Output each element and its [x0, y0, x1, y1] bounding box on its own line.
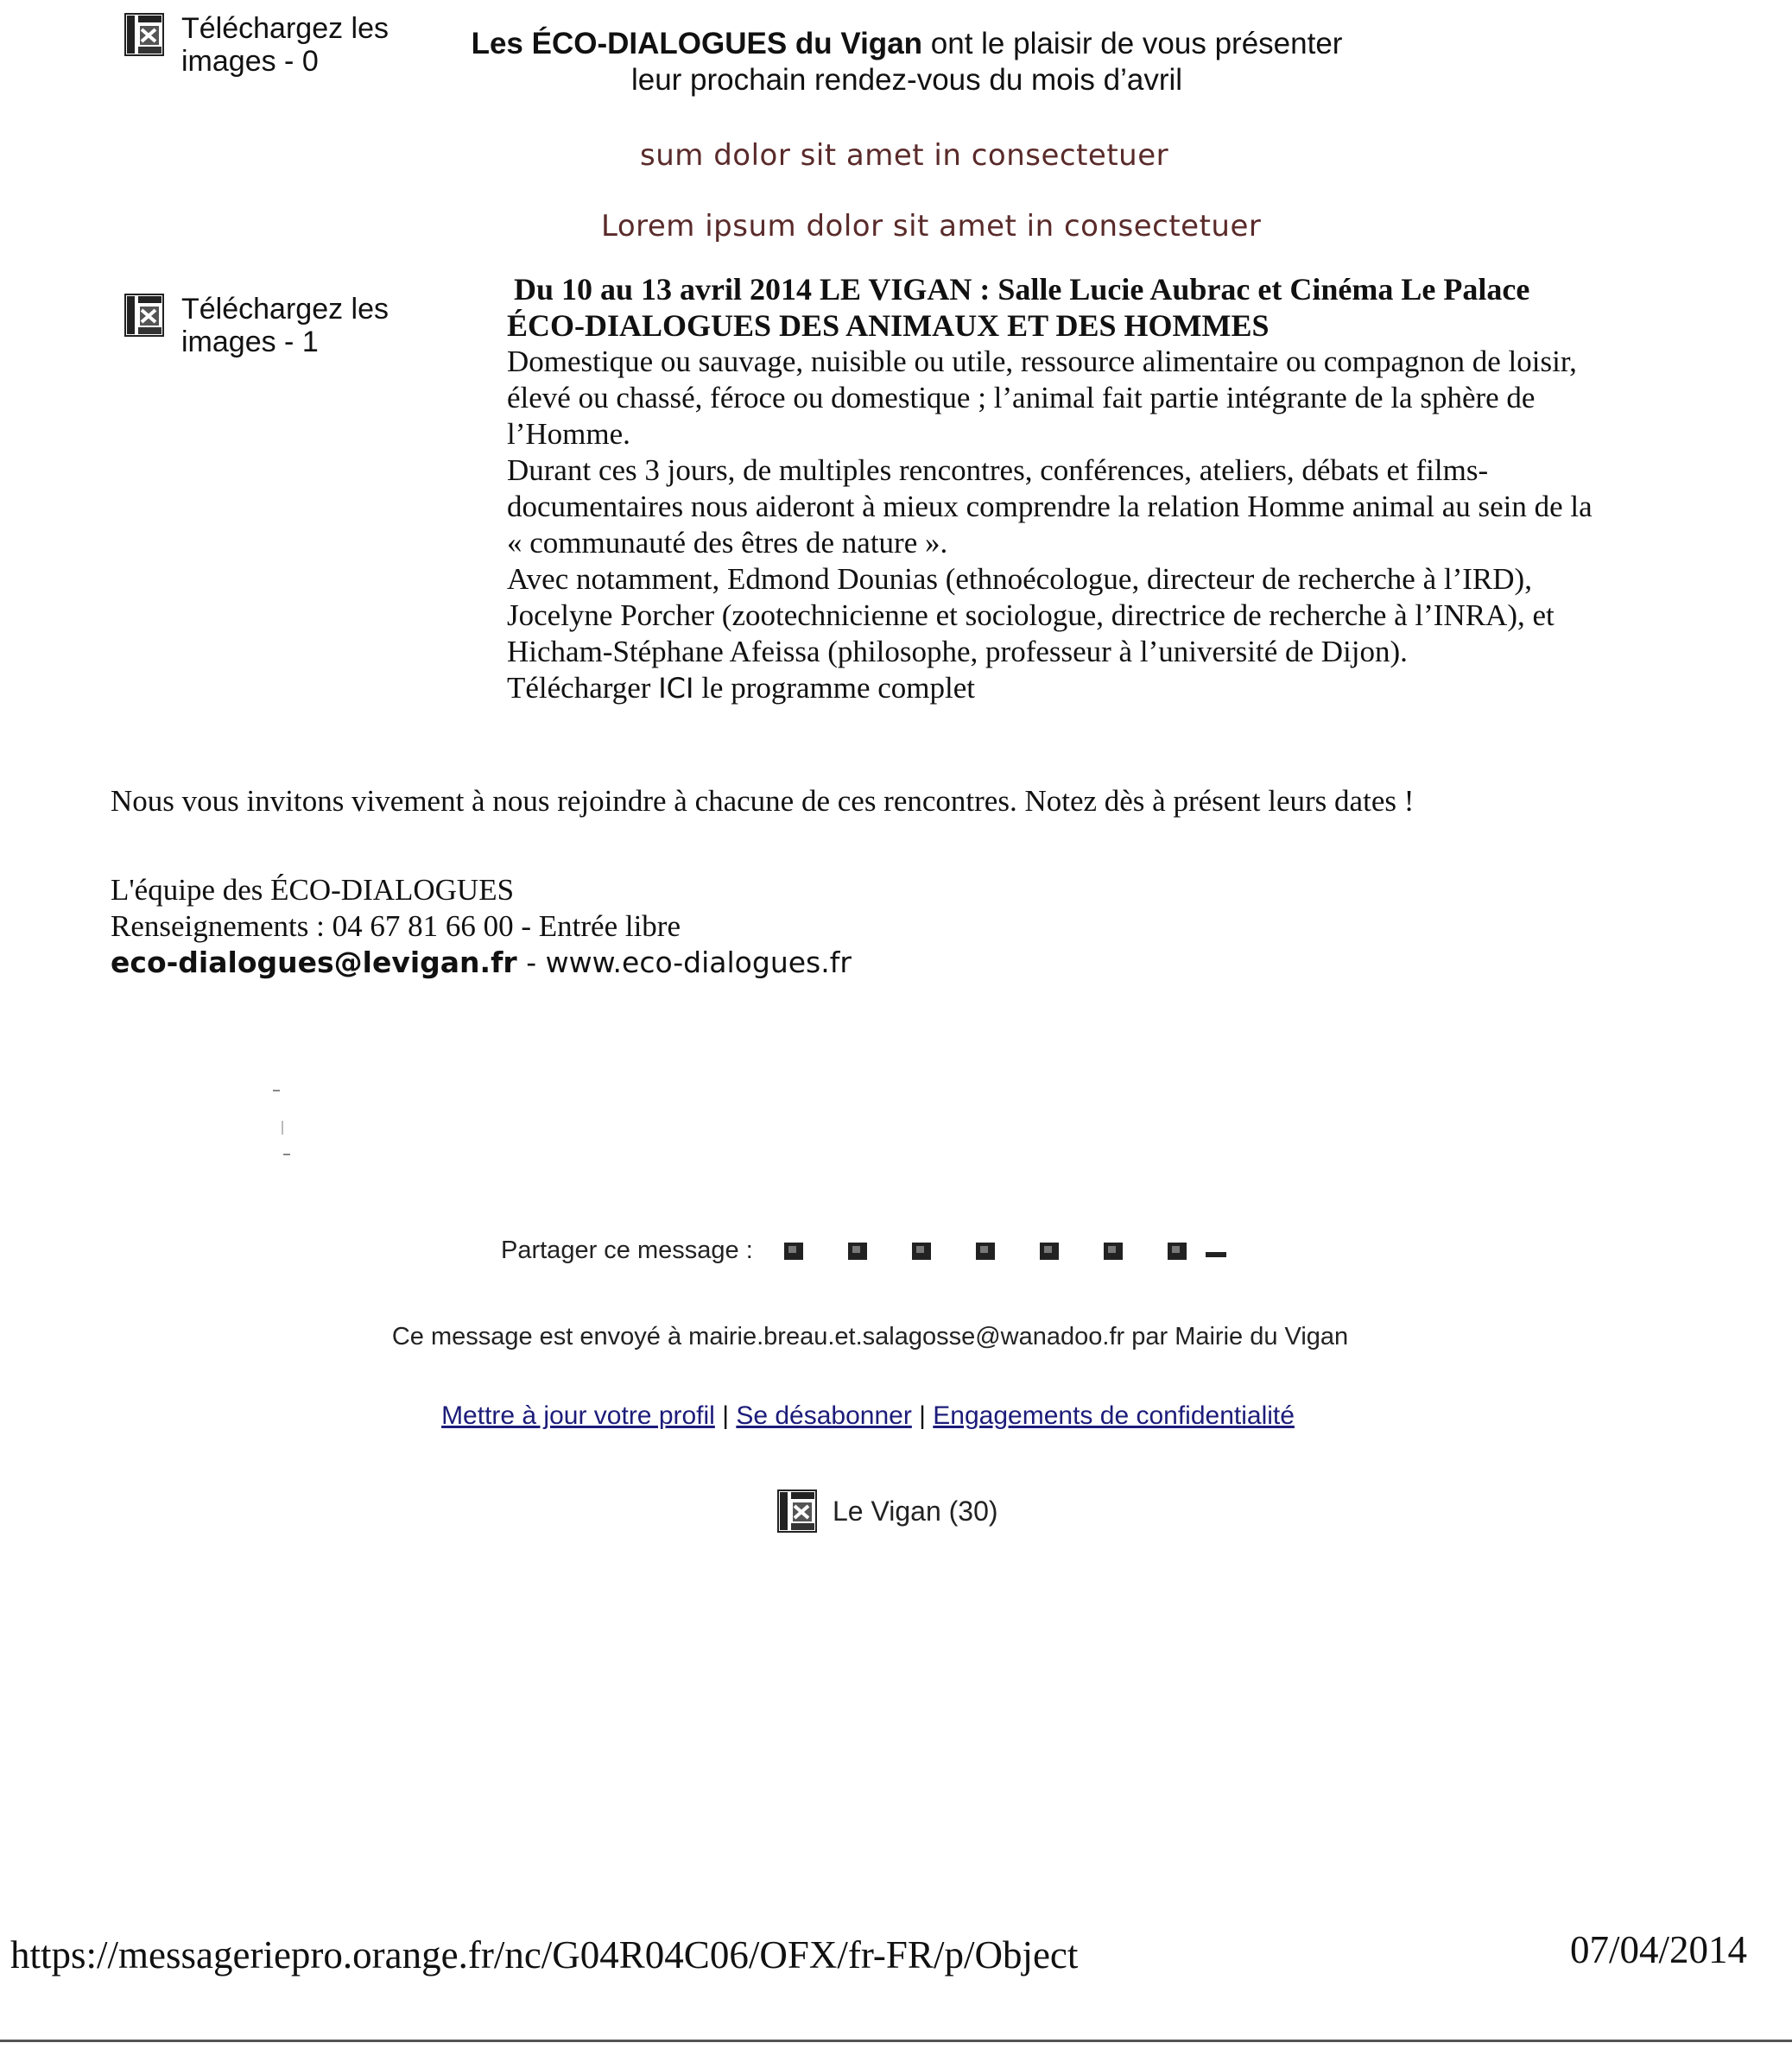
lorem-line-2: Lorem ipsum dolor sit amet in consectetuer: [601, 209, 1262, 244]
link-separator: |: [714, 1401, 737, 1430]
scan-speck: [282, 1121, 283, 1135]
event-text-line: élevé ou chassé, féroce ou domestique ; l’animal fait partie intégrante de la sphère de: [507, 381, 1536, 414]
update-profile-link[interactable]: Mettre à jour votre profil: [441, 1401, 715, 1430]
link-separator: |: [911, 1401, 934, 1430]
placeholder-line2: images - 1: [181, 326, 319, 358]
share-icon-6[interactable]: [1104, 1243, 1123, 1260]
image-placeholder-0[interactable]: [124, 12, 389, 78]
signature-block: [111, 872, 852, 981]
download-program: [507, 670, 1690, 706]
placeholder-line1: Téléchargez les: [181, 12, 389, 45]
download-ici-link[interactable]: ICI: [658, 672, 694, 705]
lorem-line-1: sum dolor sit amet in consectetuer: [640, 138, 1169, 173]
website-link[interactable]: www.eco-dialogues.fr: [545, 946, 852, 979]
broken-image-icon: [124, 293, 164, 338]
scan-speck: [283, 1154, 290, 1155]
share-icon-4[interactable]: [976, 1243, 995, 1260]
invitation-text: Nous vous invitons vivement à nous rejoindre à chacune de ces rencontres. Notez dès à présent leurs dates !: [111, 784, 1415, 818]
image-placeholder-1[interactable]: [124, 293, 389, 358]
share-icon-7[interactable]: [1168, 1243, 1187, 1260]
share-icons: [784, 1243, 1226, 1260]
share-label: Partager ce message :: [501, 1237, 753, 1264]
event-text-line: Domestique ou sauvage, nuisible ou utile, ressource alimentaire ou compagnon de loisir,: [507, 345, 1577, 378]
contact-dash: -: [516, 946, 546, 979]
team-name: L'équipe des ÉCO-DIALOGUES: [111, 873, 515, 907]
email-link[interactable]: eco-dialogues@levigan.fr: [111, 946, 517, 979]
placeholder-line2: images - 0: [181, 45, 319, 78]
placeholder-line1: Téléchargez les: [181, 293, 389, 326]
contact-links: [111, 945, 852, 981]
share-icon-more[interactable]: [1206, 1252, 1226, 1257]
event-text-line: Durant ces 3 jours, de multiples rencontres, conférences, ateliers, débats et films-: [507, 453, 1489, 487]
scan-edge-line: [0, 2040, 1792, 2042]
event-text-line: Avec notamment, Edmond Dounias (ethnoécologue, directeur de recherche à l’IRD),: [507, 562, 1532, 596]
privacy-link[interactable]: Engagements de confidentialité: [933, 1401, 1295, 1430]
share-icon-2[interactable]: [848, 1243, 867, 1260]
contact-info: Renseignements : 04 67 81 66 00 - Entrée libre: [111, 909, 681, 943]
event-text-line: « communauté des êtres de nature ».: [507, 526, 948, 560]
intro-bold: Les ÉCO-DIALOGUES du Vigan: [471, 27, 923, 60]
download-before: Télécharger: [507, 671, 651, 705]
intro-rest: ont le plaisir de vous présenter: [930, 27, 1343, 60]
event-text-line: Jocelyne Porcher (zootechnicienne et sociologue, directrice de recherche à l’INRA), et: [507, 598, 1555, 632]
event-description: [507, 271, 1690, 706]
share-icon-1[interactable]: [784, 1243, 803, 1260]
print-url: https://messageriepro.orange.fr/nc/G04R04C06/OFX/fr-FR/p/Object: [10, 1933, 1079, 1977]
event-dates: Du 10 au 13 avril 2014 LE VIGAN : Salle Lucie Aubrac et Cinéma Le Palace: [514, 272, 1530, 307]
event-text-line: l’Homme.: [507, 417, 630, 451]
scan-speck: [273, 1090, 280, 1091]
event-text-line: Hicham-Stéphane Afeissa (philosophe, professeur à l’université de Dijon).: [507, 635, 1408, 668]
intro-line2: leur prochain rendez-vous du mois d’avril: [630, 63, 1183, 97]
download-after: le programme complet: [701, 671, 976, 705]
share-icon-3[interactable]: [912, 1243, 931, 1260]
share-row: [501, 1237, 1226, 1265]
footer-links: [0, 1401, 1792, 1431]
event-title: ÉCO-DIALOGUES DES ANIMAUX ET DES HOMMES: [507, 308, 1270, 343]
footer-logo-text: Le Vigan (30): [833, 1495, 998, 1527]
event-text-line: documentaires nous aideront à mieux comprendre la relation Homme animal au sein de la: [507, 490, 1593, 523]
broken-image-icon: [124, 12, 164, 57]
broken-image-icon: [777, 1489, 817, 1534]
footer-logo: [777, 1489, 998, 1534]
sent-notice: Ce message est envoyé à mairie.breau.et.salagosse@wanadoo.fr par Mairie du Vigan: [391, 1323, 1349, 1350]
share-icon-5[interactable]: [1040, 1243, 1059, 1260]
print-date: 07/04/2014: [1570, 1928, 1748, 1971]
intro-text: [371, 26, 1442, 98]
unsubscribe-link[interactable]: Se désabonner: [736, 1401, 912, 1430]
